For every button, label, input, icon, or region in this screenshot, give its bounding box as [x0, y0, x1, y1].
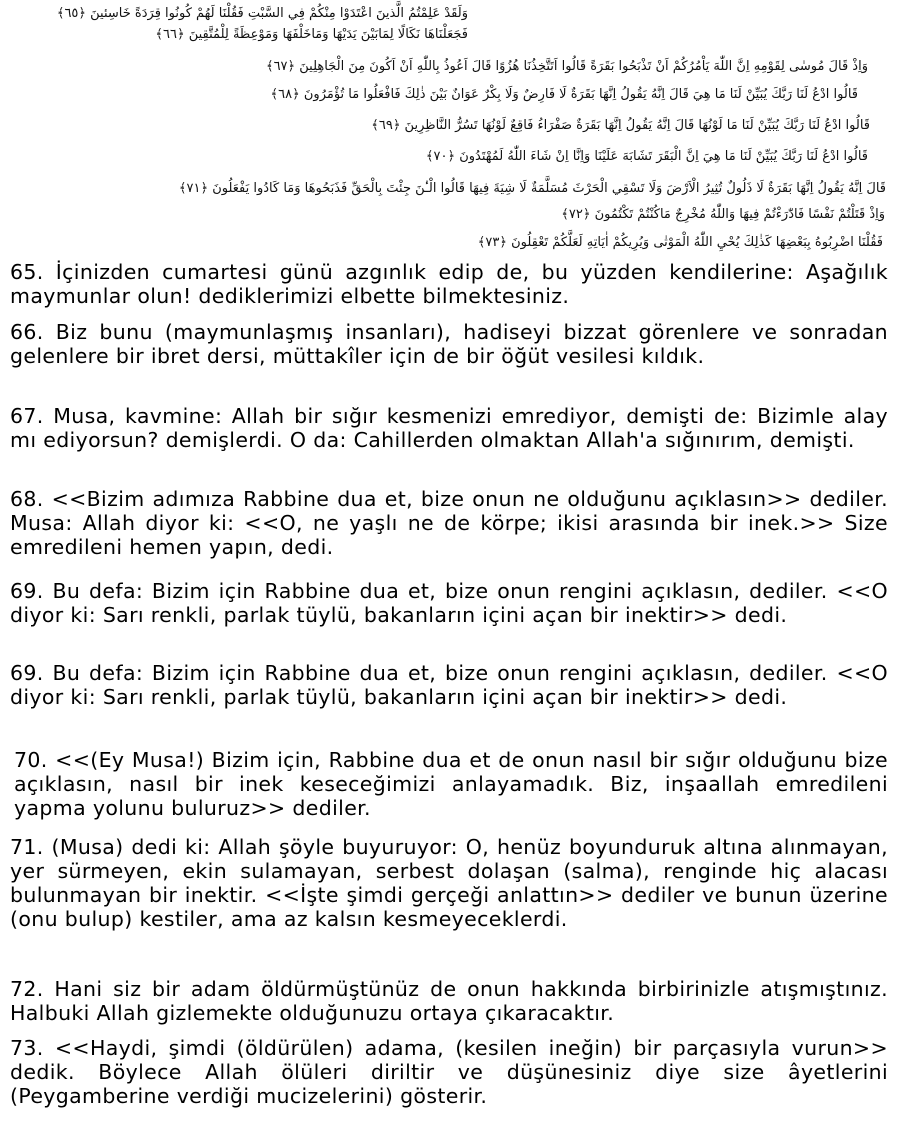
arabic-verse-68: قَالُوا ادْعُ لَنَا رَبَّكَ يُبَيِّنْ لَنَا مَا هِيَ قَالَ اِنَّهُ يَقُولُ اِنَّهَا بَقَرَةٌ لَا فَارِضٌ وَلَا بِكْرٌ عَوَانٌ بَيْنَ ذٰلِكَ فَافْعَلُوا مَا تُؤْمَرُونَ ﴿٦٨﴾	[270, 87, 858, 102]
translation-verse-69-repeat: 69. Bu defa: Bizim için Rabbine dua et, bize onun rengini açıklasın, dediler. <<O diyor ki: Sarı renkli, parlak tüylü, bakanların içini açan bir inektir>> dedi.	[10, 661, 888, 709]
arabic-verse-70: قَالُوا ادْعُ لَنَا رَبَّكَ يُبَيِّنْ لَنَا مَا هِيَ اِنَّ الْبَقَرَ تَشَابَهَ عَلَيْنَا وَاِنَّا اِنْ شَاءَ اللّٰهُ لَمُهْتَدُونَ ﴿٧٠﴾	[425, 149, 868, 164]
arabic-verses	[0, 0, 898, 258]
arabic-verse-66: فَجَعَلْنَاهَا نَكَالًا لِمَابَيْنَ يَدَيْهَا وَمَاخَلْفَهَا وَمَوْعِظَةً لِلْمُتَّقِينَ ﴿٦٦﴾	[155, 27, 468, 42]
arabic-verse-65: وَلَقَدْ عَلِمْتُمُ الَّذينَ اعْتَدَوْا مِنْكُمْ فِي السَّبْتِ فَقُلْنَا لَهُمْ كُونُوا قِرَدَةً خَاسِئينَ ﴿٦٥﴾	[56, 6, 468, 21]
translation-verse-67: 67. Musa, kavmine: Allah bir sığır kesmenizi emrediyor, demişti de: Bizimle alay mı ediyorsun? demişlerdi. O da: Cahillerden olmaktan Allah'a sığınırım, demişti.	[10, 404, 888, 452]
translation-verse-69: 69. Bu defa: Bizim için Rabbine dua et, bize onun rengini açıklasın, dediler. <<O diyor ki: Sarı renkli, parlak tüylü, bakanların içini açan bir inektir>> dedi.	[10, 579, 888, 627]
translation-verse-71: 71. (Musa) dedi ki: Allah şöyle buyuruyor: O, henüz boyunduruk altına alınmayan, yer sürmeyen, ekin sulamayan, serbest dolaşan (salma), renginde hiç alacası bulunmayan bir inektir. <<İşte şimdi gerçeği anlattın>> dediler ve bunun üzerine (onu bulup) kestiler, ama az kalsın kesmeyeceklerdi.	[10, 835, 888, 931]
translation-verse-65: 65. İçinizden cumartesi günü azgınlık edip de, bu yüzden kendilerine: Aşağılık maymunlar olun! dediklerimizi elbette bilmektesiniz.	[10, 260, 888, 308]
arabic-verse-72: وَاِذْ قَتَلْتُمْ نَفْسًا فَادّٰرَءْتُمْ فِيهَا وَاللّٰهُ مُخْرِجٌ مَاكُنْتُمْ تَكْتُمُونَ ﴿٧٢﴾	[561, 207, 885, 222]
translation-verse-72: 72. Hani siz bir adam öldürmüştünüz de onun hakkında birbirinizle atışmıştınız. Halbuki Allah gizlemekte olduğunuzu ortaya çıkaracaktır.	[10, 977, 888, 1025]
arabic-verse-73: فَقُلْنَا اضْرِبُوهُ بِبَعْضِهَا كَذٰلِكَ يُحْيِ اللّٰهُ الْمَوْتٰى وَيُرِيكُمْ اٰيَاتِهِ لَعَلَّكُمْ تَعْقِلُونَ ﴿٧٣﴾	[477, 235, 883, 250]
translation-verse-70: 70. <<(Ey Musa!) Bizim için, Rabbine dua et de onun nasıl bir sığır olduğunu bize açıklasın, nasıl bir inek keseceğimizi anlayamadık. Biz, inşaallah emredileni yapma yolunu buluruz>> dediler.	[14, 748, 888, 820]
arabic-verse-69: قَالُوا ادْعُ لَنَا رَبَّكَ يُبَيِّنْ لَنَا مَا لَوْنُهَا قَالَ اِنَّهُ يَقُولُ اِنَّهَا بَقَرَةٌ صَفْرَاءُ فَاقِعٌ لَوْنُهَا تَسُرُّ النَّاظِرِينَ ﴿٦٩﴾	[371, 118, 870, 133]
translation-verse-68: 68. <<Bizim adımıza Rabbine dua et, bize onun ne olduğunu açıklasın>> dediler. Musa: Allah diyor ki: <<O, ne yaşlı ne de körpe; ikisi arasında bir inek.>> Size emredileni hemen yapın, dedi.	[10, 487, 888, 559]
arabic-verse-71: قَالَ اِنَّهُ يَقُولُ اِنَّهَا بَقَرَةٌ لَا ذَلُولٌ تُثِيرُ الْاَرْضَ وَلَا تَسْقِي الْحَرْثَ مُسَلَّمَةٌ لَا شِيَةَ فِيهَا قَالُوا الْـٰٔنَ جِئْتَ بِالْحَقِّ فَذَبَحُوهَا وَمَا كَادُوا يَفْعَلُونَ ﴿٧١﴾	[178, 181, 886, 196]
translation-verse-73: 73. <<Haydi, şimdi (öldürülen) adama, (kesilen ineğin) bir parçasıyla vurun>> dedik. Böylece Allah ölüleri diriltir ve düşünesiniz diye size âyetlerini (Peygamberine verdiği mucizelerini) gösterir.	[10, 1036, 888, 1108]
translation-verse-66: 66. Biz bunu (maymunlaşmış insanları), hadiseyi bizzat görenlere ve sonradan gelenlere bir ibret dersi, müttakîler için de bir öğüt vesilesi kıldık.	[10, 320, 888, 368]
arabic-verse-67: وَاِذْ قَالَ مُوسٰى لِقَوْمِهِ اِنَّ اللّٰهَ يَاْمُرُكُمْ اَنْ تَذْبَحُوا بَقَرَةً قَالُوا اَتَتَّخِذُنَا هُزُوًا قَالَ اَعُوذُ بِاللّٰهِ اَنْ اَكُونَ مِنَ الْجَاهِلِينَ ﴿٦٧﴾	[265, 59, 868, 74]
